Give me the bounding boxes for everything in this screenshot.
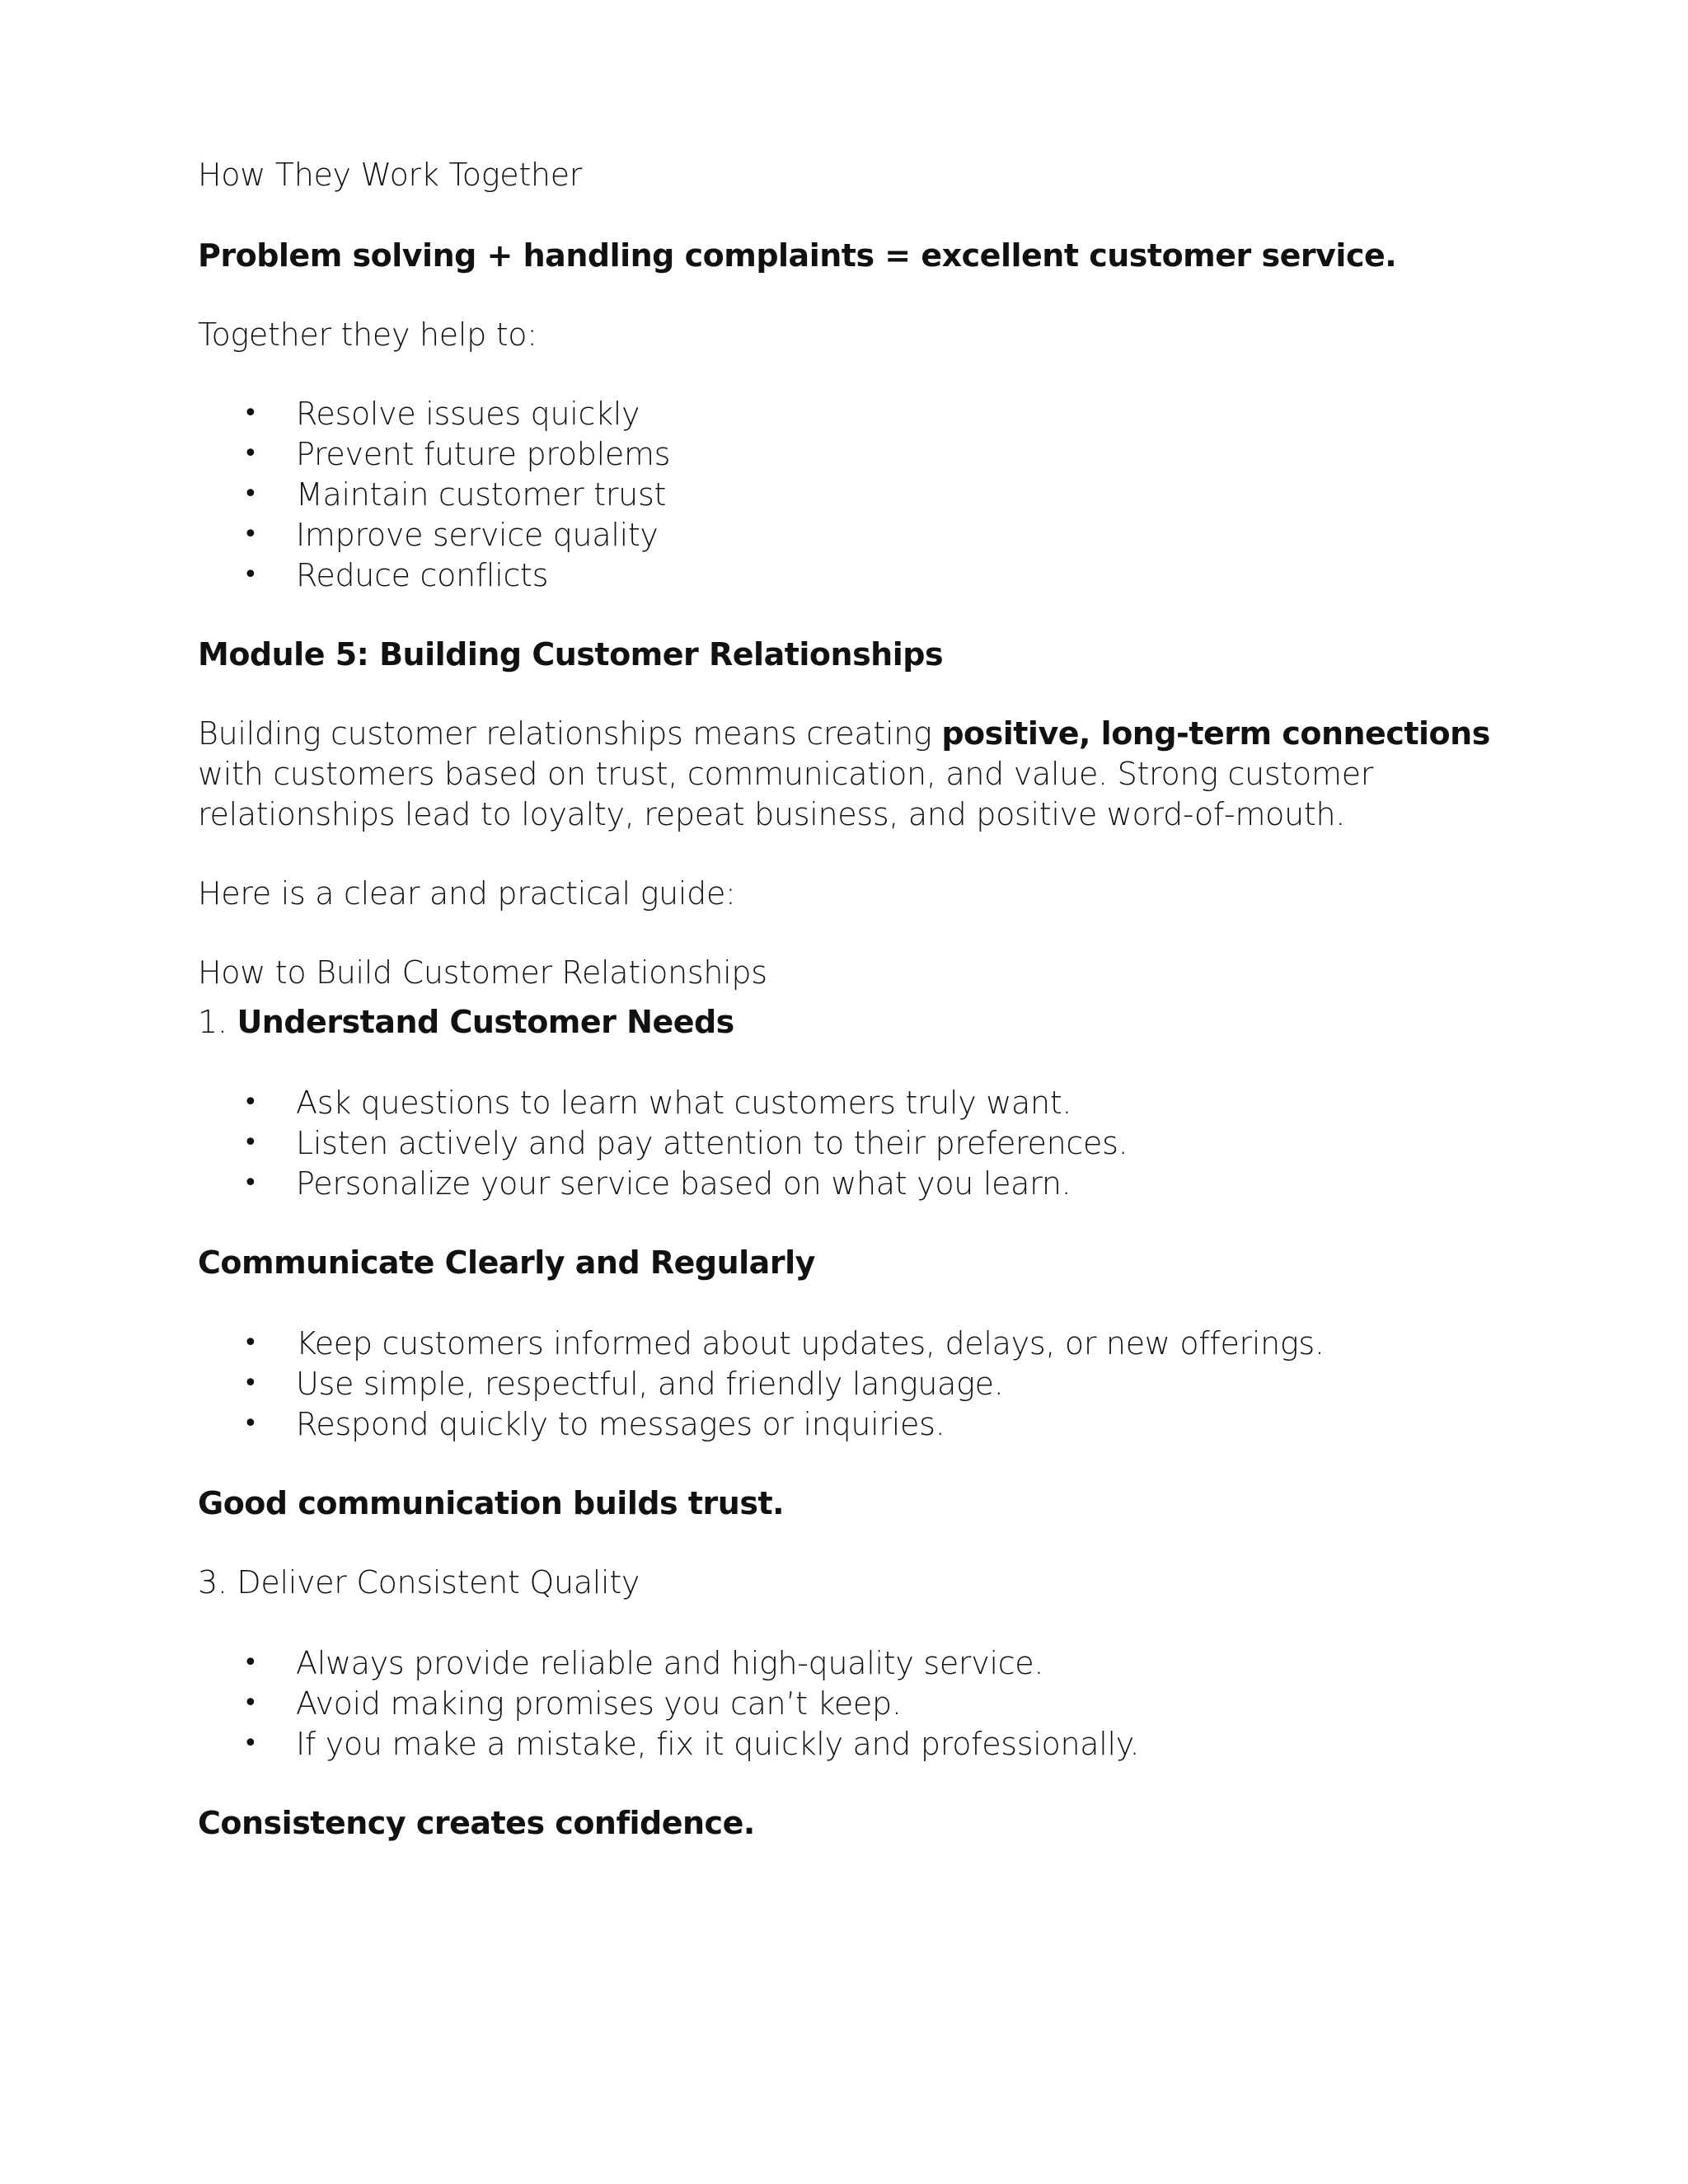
step-title: Understand Customer Needs (237, 1004, 734, 1040)
bullet-icon: • (243, 1128, 258, 1157)
list-item (243, 1724, 1139, 1764)
list-item-text: Use simple, respectful, and friendly language. (296, 1366, 1004, 1402)
bullet-icon: • (243, 1369, 258, 1398)
list-intro: Together they help to: (198, 316, 537, 353)
list-item (243, 1083, 1071, 1122)
module-paragraph-line-2: with customers based on trust, communication, and value. Strong customer (198, 756, 1374, 792)
list-item-text: Resolve issues quickly (296, 396, 640, 432)
step-1-heading (198, 1002, 734, 1042)
list-item (243, 1164, 1071, 1203)
bullet-icon: • (243, 439, 258, 468)
bullet-icon: • (243, 480, 258, 509)
bullet-icon: • (243, 1648, 258, 1677)
step-2-heading: Communicate Clearly and Regularly (198, 1244, 815, 1281)
list-item-text: Ask questions to learn what customers truly want. (296, 1085, 1072, 1121)
list-item-text: Reduce conflicts (296, 557, 549, 593)
bullet-icon: • (243, 520, 258, 549)
module-paragraph-line-3: relationships lead to loyalty, repeat business, and positive word-of-mouth. (198, 796, 1346, 832)
step-number: 1. (198, 1004, 237, 1040)
list-item-text: Prevent future problems (296, 436, 671, 472)
paragraph-emphasis: positive, long-term connections (941, 715, 1490, 752)
list-item-text: Avoid making promises you can’t keep. (296, 1685, 902, 1722)
list-item (243, 394, 640, 434)
bullet-icon: • (243, 399, 258, 428)
step-2-takeaway: Good communication builds trust. (198, 1485, 785, 1521)
list-item (243, 475, 666, 514)
formula-statement: Problem solving + handling complaints = excellent customer service. (198, 237, 1397, 274)
list-item (243, 1404, 945, 1444)
bullet-icon: • (243, 560, 258, 589)
list-item-text: Improve service quality (296, 517, 659, 553)
module-paragraph-line-1 (198, 714, 1490, 753)
list-item (243, 1364, 1004, 1404)
bullet-icon: • (243, 1088, 258, 1117)
list-item-text: Respond quickly to messages or inquiries. (296, 1406, 945, 1442)
list-item (243, 1684, 902, 1723)
bullet-icon: • (243, 1689, 258, 1718)
bullet-icon: • (243, 1409, 258, 1438)
guide-heading: How to Build Customer Relationships (198, 954, 767, 991)
list-item (243, 1324, 1325, 1363)
module-title: Module 5: Building Customer Relationships (198, 636, 944, 673)
list-item-text: Listen actively and pay attention to their preferences. (296, 1125, 1128, 1161)
guide-intro: Here is a clear and practical guide: (198, 875, 736, 912)
bullet-icon: • (243, 1169, 258, 1197)
list-item-text: Always provide reliable and high-quality service. (296, 1645, 1044, 1681)
list-item (243, 515, 659, 555)
list-item (243, 555, 548, 595)
list-item (243, 1123, 1128, 1163)
list-item (243, 1643, 1043, 1683)
list-item-text: Personalize your service based on what you learn. (296, 1165, 1071, 1202)
list-item-text: Maintain customer trust (296, 476, 667, 513)
bullet-icon: • (243, 1329, 258, 1357)
paragraph-text: Building customer relationships means creating (198, 715, 942, 752)
section-heading: How They Work Together (198, 157, 583, 193)
step-3-takeaway: Consistency creates confidence. (198, 1805, 755, 1841)
list-item-text: Keep customers informed about updates, delays, or new offerings. (296, 1325, 1325, 1361)
bullet-icon: • (243, 1729, 258, 1758)
list-item (243, 434, 670, 474)
list-item-text: If you make a mistake, fix it quickly and professionally. (296, 1726, 1140, 1762)
step-3-heading: 3. Deliver Consistent Quality (198, 1564, 640, 1601)
